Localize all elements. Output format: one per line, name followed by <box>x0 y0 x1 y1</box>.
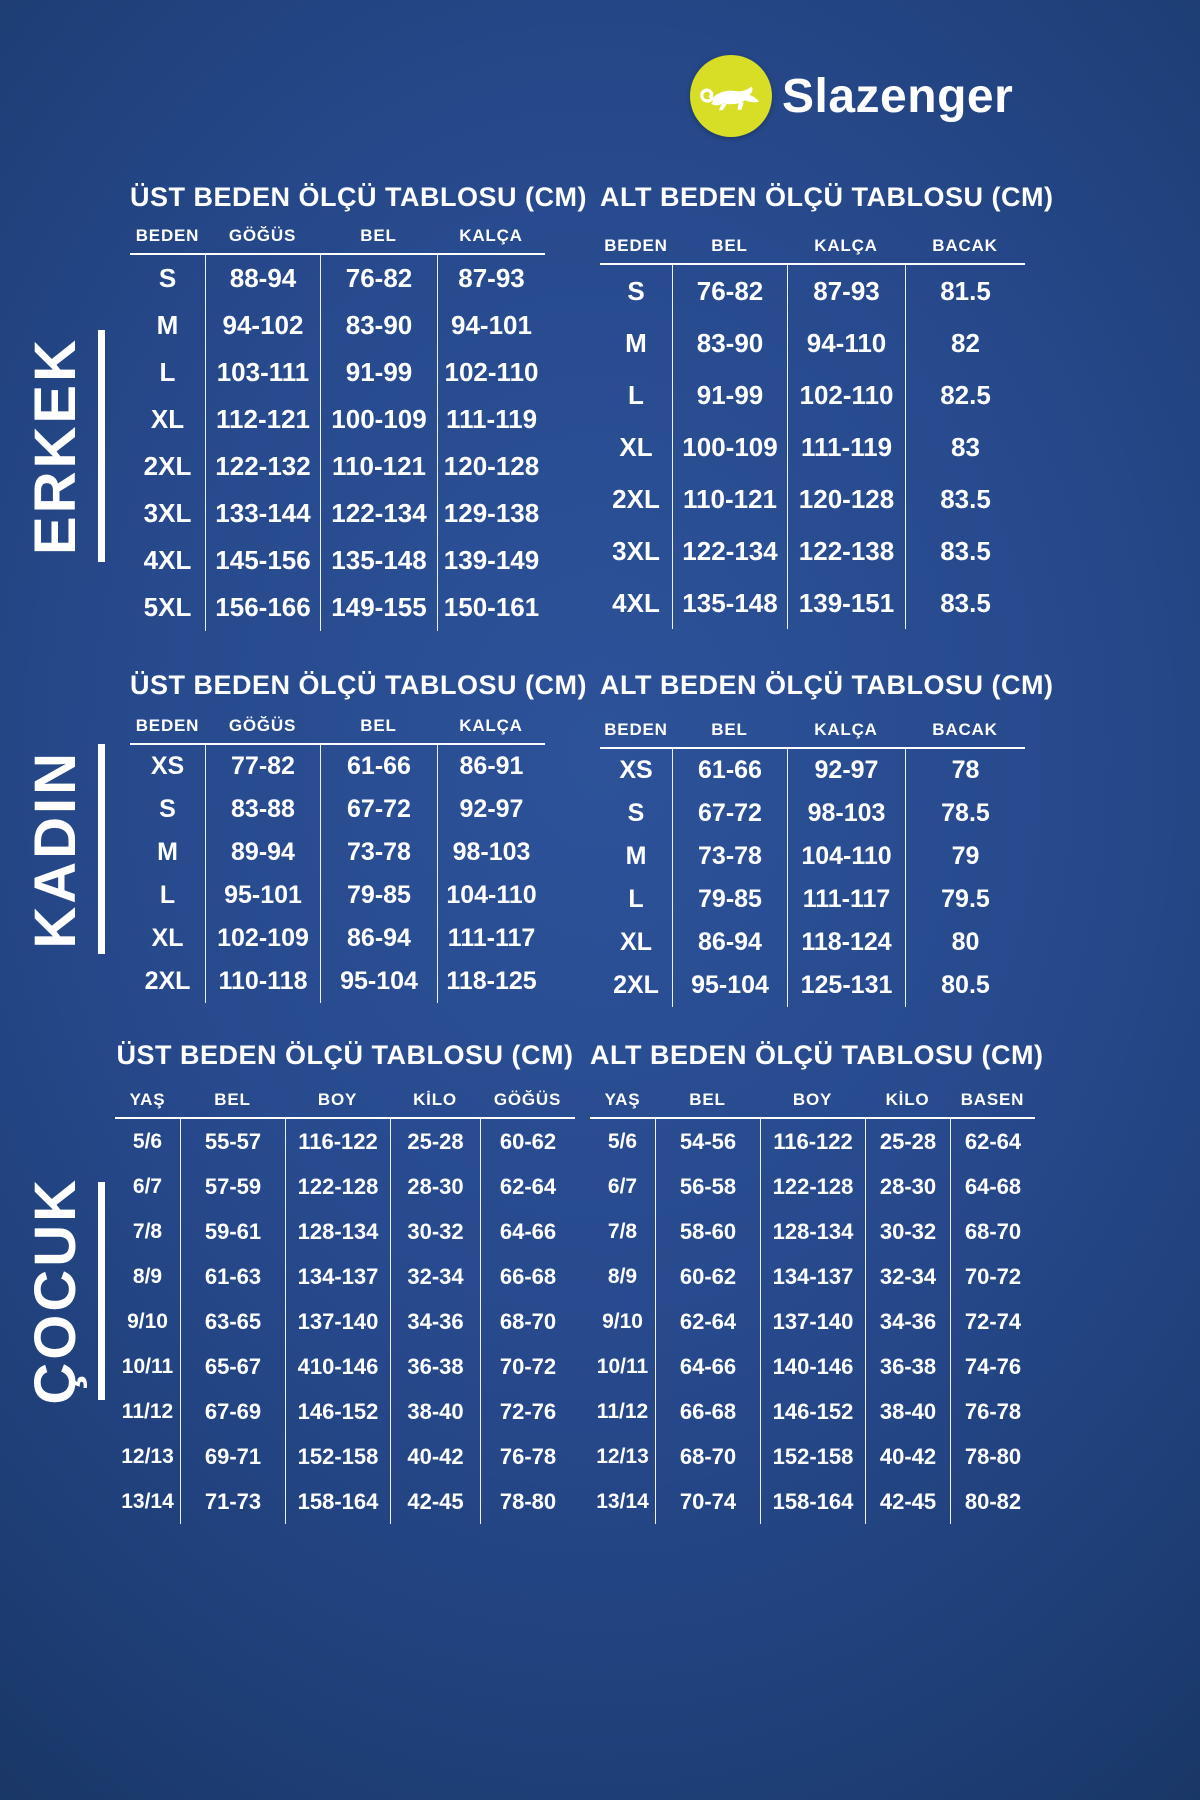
table-cell: 98-103 <box>437 831 545 874</box>
table-cell: 30-32 <box>390 1209 480 1254</box>
table-cell: 60-62 <box>480 1119 575 1164</box>
column-header: BEL <box>711 720 748 739</box>
table-cell: 139-151 <box>787 577 905 629</box>
table-cell: 76-78 <box>480 1434 575 1479</box>
table-cell: 94-102 <box>205 302 320 349</box>
row-label: 5XL <box>143 592 192 622</box>
row-label: 12/13 <box>596 1444 649 1468</box>
table-cell: 70-72 <box>480 1344 575 1389</box>
table-cell: 410-146 <box>285 1344 390 1389</box>
table-cell: 135-148 <box>320 537 437 584</box>
table-cell: 137-140 <box>760 1299 865 1344</box>
table-cell: 32-34 <box>865 1254 950 1299</box>
table-cell: 134-137 <box>285 1254 390 1299</box>
table-cell: 122-128 <box>760 1164 865 1209</box>
table-cell: 92-97 <box>787 749 905 792</box>
section-divider-erkek <box>98 330 105 562</box>
table-cell: 76-78 <box>950 1389 1035 1434</box>
column-header: KİLO <box>413 1090 457 1109</box>
brand-logo <box>690 55 1013 137</box>
table-cell: 25-28 <box>865 1119 950 1164</box>
table-cell: 87-93 <box>787 265 905 317</box>
table-cell: 91-99 <box>672 369 787 421</box>
table-cell: 28-30 <box>865 1164 950 1209</box>
table-cell: 149-155 <box>320 584 437 631</box>
table-cell: 32-34 <box>390 1254 480 1299</box>
table-title: ALT BEDEN ÖLÇÜ TABLOSU (CM) <box>600 670 1054 700</box>
column-header: BEL <box>214 1090 251 1109</box>
row-label: 6/7 <box>607 1174 638 1198</box>
column-header: KALÇA <box>459 716 523 735</box>
row-label: L <box>628 379 644 410</box>
table-cell: 76-82 <box>672 265 787 317</box>
table-cell: 79 <box>905 835 1025 878</box>
table-cell: 62-64 <box>480 1164 575 1209</box>
table-cell: 83-88 <box>205 788 320 831</box>
table-cell: 55-57 <box>180 1119 285 1164</box>
table-cell: 88-94 <box>205 255 320 302</box>
table-cell: 76-82 <box>320 255 437 302</box>
row-label: 9/10 <box>602 1309 643 1333</box>
table-cell: 59-61 <box>180 1209 285 1254</box>
table-cell: 65-67 <box>180 1344 285 1389</box>
table-cell: 73-78 <box>672 835 787 878</box>
table-cell: 87-93 <box>437 255 545 302</box>
table-cell: 122-134 <box>672 525 787 577</box>
table-title: ALT BEDEN ÖLÇÜ TABLOSU (CM) <box>590 1040 1044 1070</box>
table-cell: 40-42 <box>865 1434 950 1479</box>
table-header-row <box>600 232 1025 265</box>
table-cell: 78-80 <box>480 1479 575 1524</box>
table-erkek-ust <box>130 180 587 631</box>
table-cell: 40-42 <box>390 1434 480 1479</box>
table-cell: 79-85 <box>320 874 437 917</box>
table-cell: 30-32 <box>865 1209 950 1254</box>
row-label: S <box>158 263 177 293</box>
table-cell: 86-94 <box>672 921 787 964</box>
table-header-row <box>115 1086 575 1119</box>
panther-icon <box>690 55 772 137</box>
column-header: BACAK <box>932 720 998 739</box>
row-label: 10/11 <box>121 1354 174 1378</box>
row-label: L <box>159 357 176 387</box>
table-body <box>590 1119 1035 1524</box>
table-cell: 111-119 <box>787 421 905 473</box>
row-label: S <box>627 275 645 306</box>
section-label-cocuk: ÇOCUK <box>23 1177 88 1405</box>
table-cell: 68-70 <box>950 1209 1035 1254</box>
table-cell: 92-97 <box>437 788 545 831</box>
table-cell: 111-117 <box>437 917 545 960</box>
section-divider-kadin <box>98 744 105 954</box>
table-cell: 34-36 <box>865 1299 950 1344</box>
column-header: GÖĞÜS <box>228 226 297 245</box>
table-cell: 137-140 <box>285 1299 390 1344</box>
table-cell: 95-104 <box>672 964 787 1007</box>
table-cell: 139-149 <box>437 537 545 584</box>
table-cell: 36-38 <box>865 1344 950 1389</box>
row-label: 5/6 <box>132 1129 163 1153</box>
table-cell: 72-74 <box>950 1299 1035 1344</box>
row-label: 8/9 <box>132 1264 163 1288</box>
row-label: M <box>625 327 647 358</box>
row-label: XL <box>619 431 653 462</box>
table-cell: 64-68 <box>950 1164 1035 1209</box>
table-header-row <box>130 222 545 255</box>
column-header: BOY <box>317 1090 358 1109</box>
row-label: M <box>625 842 647 870</box>
row-label: 3XL <box>143 498 192 528</box>
table-cell: 146-152 <box>760 1389 865 1434</box>
column-header: BEL <box>360 716 397 735</box>
row-label: 4XL <box>143 545 192 575</box>
table-body <box>600 749 1025 1007</box>
table-header-row <box>590 1086 1035 1119</box>
table-cell: 66-68 <box>655 1389 760 1434</box>
table-cell: 94-110 <box>787 317 905 369</box>
column-header: GÖĞÜS <box>493 1090 562 1109</box>
column-header: BEDEN <box>135 226 200 245</box>
table-cell: 61-66 <box>320 745 437 788</box>
table-cell: 140-146 <box>760 1344 865 1389</box>
table-cell: 128-134 <box>285 1209 390 1254</box>
row-label: 11/12 <box>121 1399 174 1423</box>
table-cell: 38-40 <box>865 1389 950 1434</box>
row-label: L <box>628 885 644 913</box>
table-cell: 102-110 <box>437 349 545 396</box>
row-label: M <box>156 310 179 340</box>
table-cell: 42-45 <box>390 1479 480 1524</box>
row-label: 2XL <box>612 483 660 514</box>
table-cell: 36-38 <box>390 1344 480 1389</box>
table-cell: 68-70 <box>655 1434 760 1479</box>
table-cell: 116-122 <box>285 1119 390 1164</box>
row-label: S <box>159 795 176 823</box>
table-cell: 74-76 <box>950 1344 1035 1389</box>
table-cell: 134-137 <box>760 1254 865 1299</box>
column-header: BEDEN <box>135 716 200 735</box>
row-label: 9/10 <box>127 1309 168 1333</box>
table-cell: 80-82 <box>950 1479 1035 1524</box>
row-label: 13/14 <box>121 1489 174 1513</box>
table-body <box>130 255 545 631</box>
table-cell: 83-90 <box>320 302 437 349</box>
row-label: 2XL <box>143 451 192 481</box>
table-cell: 71-73 <box>180 1479 285 1524</box>
table-cell: 78-80 <box>950 1434 1035 1479</box>
column-header: BOY <box>792 1090 833 1109</box>
table-cell: 63-65 <box>180 1299 285 1344</box>
column-header: KİLO <box>885 1090 930 1109</box>
table-cell: 110-118 <box>205 960 320 1003</box>
column-header: BEDEN <box>604 720 668 739</box>
row-label: 12/13 <box>121 1444 174 1468</box>
table-cell: 69-71 <box>180 1434 285 1479</box>
row-label: 7/8 <box>607 1219 638 1243</box>
table-cell: 80 <box>905 921 1025 964</box>
row-label: 10/11 <box>596 1354 649 1378</box>
column-header: BEL <box>689 1090 726 1109</box>
table-cell: 111-119 <box>437 396 545 443</box>
row-label: 8/9 <box>607 1264 638 1288</box>
table-cell: 81.5 <box>905 265 1025 317</box>
table-cell: 158-164 <box>760 1479 865 1524</box>
table-cell: 116-122 <box>760 1119 865 1164</box>
table-cell: 61-63 <box>180 1254 285 1299</box>
section-label-erkek: ERKEK <box>23 336 88 556</box>
table-cell: 67-69 <box>180 1389 285 1434</box>
table-cell: 133-144 <box>205 490 320 537</box>
table-cell: 100-109 <box>672 421 787 473</box>
column-header: BASEN <box>960 1090 1025 1109</box>
table-cell: 110-121 <box>320 443 437 490</box>
table-cell: 62-64 <box>950 1119 1035 1164</box>
row-label: 13/14 <box>596 1489 649 1513</box>
table-cell: 98-103 <box>787 792 905 835</box>
table-cell: 64-66 <box>655 1344 760 1389</box>
brand-name: Slazenger <box>782 69 1014 123</box>
row-label: 3XL <box>612 535 660 566</box>
table-cell: 118-125 <box>437 960 545 1003</box>
table-body <box>600 265 1025 629</box>
table-cell: 146-152 <box>285 1389 390 1434</box>
table-cell: 79-85 <box>672 878 787 921</box>
table-cell: 38-40 <box>390 1389 480 1434</box>
table-cell: 58-60 <box>655 1209 760 1254</box>
column-header: YAŞ <box>129 1090 166 1109</box>
table-cell: 110-121 <box>672 473 787 525</box>
table-cell: 152-158 <box>285 1434 390 1479</box>
table-cell: 86-91 <box>437 745 545 788</box>
column-header: YAŞ <box>604 1090 641 1109</box>
table-cell: 122-134 <box>320 490 437 537</box>
table-kadin-ust <box>130 668 587 1003</box>
table-cell: 42-45 <box>865 1479 950 1524</box>
table-cell: 102-110 <box>787 369 905 421</box>
table-cell: 95-101 <box>205 874 320 917</box>
table-cell: 78 <box>905 749 1025 792</box>
row-label: 6/7 <box>132 1174 163 1198</box>
table-cell: 68-70 <box>480 1299 575 1344</box>
table-body <box>115 1119 575 1524</box>
table-cell: 104-110 <box>437 874 545 917</box>
table-cell: 89-94 <box>205 831 320 874</box>
table-body <box>130 745 545 1003</box>
row-label: XS <box>619 756 653 784</box>
table-cell: 152-158 <box>760 1434 865 1479</box>
table-cell: 103-111 <box>205 349 320 396</box>
section-label-kadin: KADIN <box>23 749 88 949</box>
table-cell: 100-109 <box>320 396 437 443</box>
table-cell: 86-94 <box>320 917 437 960</box>
table-cell: 77-82 <box>205 745 320 788</box>
row-label: 7/8 <box>132 1219 163 1243</box>
column-header: BACAK <box>932 236 998 255</box>
column-header: BEDEN <box>604 236 668 255</box>
table-cell: 62-64 <box>655 1299 760 1344</box>
row-label: 2XL <box>613 971 659 999</box>
row-label: XS <box>150 752 185 780</box>
table-cell: 73-78 <box>320 831 437 874</box>
column-header: GÖĞÜS <box>228 716 297 735</box>
column-header: BEL <box>711 236 748 255</box>
table-cell: 112-121 <box>205 396 320 443</box>
table-cell: 83.5 <box>905 525 1025 577</box>
table-title: ÜST BEDEN ÖLÇÜ TABLOSU (CM) <box>130 182 587 212</box>
table-cell: 83-90 <box>672 317 787 369</box>
table-cell: 122-132 <box>205 443 320 490</box>
table-cell: 28-30 <box>390 1164 480 1209</box>
table-cell: 83.5 <box>905 577 1025 629</box>
table-cell: 94-101 <box>437 302 545 349</box>
row-label: S <box>627 799 645 827</box>
column-header: KALÇA <box>459 226 523 245</box>
row-label: XL <box>151 924 184 952</box>
row-label: L <box>159 881 176 909</box>
table-cocuk-ust <box>115 1038 575 1524</box>
table-cell: 158-164 <box>285 1479 390 1524</box>
table-cell: 129-138 <box>437 490 545 537</box>
table-cell: 70-74 <box>655 1479 760 1524</box>
row-label: M <box>157 838 178 866</box>
column-header: BEL <box>360 226 397 245</box>
table-erkek-alt <box>600 180 1054 629</box>
column-header: KALÇA <box>814 236 878 255</box>
table-cell: 67-72 <box>672 792 787 835</box>
table-cell: 34-36 <box>390 1299 480 1344</box>
section-divider-cocuk <box>98 1182 105 1400</box>
table-header-row <box>600 716 1025 749</box>
table-cell: 120-128 <box>437 443 545 490</box>
table-cell: 128-134 <box>760 1209 865 1254</box>
table-cell: 56-58 <box>655 1164 760 1209</box>
table-cell: 122-128 <box>285 1164 390 1209</box>
table-cell: 83 <box>905 421 1025 473</box>
column-header: KALÇA <box>814 720 878 739</box>
table-cell: 67-72 <box>320 788 437 831</box>
table-cell: 60-62 <box>655 1254 760 1299</box>
table-cell: 25-28 <box>390 1119 480 1164</box>
table-cell: 82.5 <box>905 369 1025 421</box>
table-cell: 150-161 <box>437 584 545 631</box>
row-label: 5/6 <box>607 1129 638 1153</box>
table-title: ÜST BEDEN ÖLÇÜ TABLOSU (CM) <box>130 670 587 700</box>
table-cell: 78.5 <box>905 792 1025 835</box>
table-cell: 64-66 <box>480 1209 575 1254</box>
table-cell: 135-148 <box>672 577 787 629</box>
row-label: 4XL <box>612 587 660 618</box>
table-cell: 80.5 <box>905 964 1025 1007</box>
table-cell: 83.5 <box>905 473 1025 525</box>
table-cell: 104-110 <box>787 835 905 878</box>
table-title: ÜST BEDEN ÖLÇÜ TABLOSU (CM) <box>116 1040 574 1070</box>
table-cell: 125-131 <box>787 964 905 1007</box>
row-label: XL <box>620 928 652 956</box>
table-cell: 82 <box>905 317 1025 369</box>
row-label: XL <box>150 404 185 434</box>
table-cell: 91-99 <box>320 349 437 396</box>
table-cell: 145-156 <box>205 537 320 584</box>
table-cell: 120-128 <box>787 473 905 525</box>
table-cell: 61-66 <box>672 749 787 792</box>
table-cell: 95-104 <box>320 960 437 1003</box>
table-cocuk-alt <box>590 1038 1044 1524</box>
table-cell: 102-109 <box>205 917 320 960</box>
table-cell: 72-76 <box>480 1389 575 1434</box>
table-cell: 66-68 <box>480 1254 575 1299</box>
table-cell: 156-166 <box>205 584 320 631</box>
table-cell: 118-124 <box>787 921 905 964</box>
table-cell: 122-138 <box>787 525 905 577</box>
row-label: 2XL <box>144 967 191 995</box>
table-cell: 111-117 <box>787 878 905 921</box>
row-label: 11/12 <box>596 1399 649 1423</box>
table-kadin-alt <box>600 668 1054 1007</box>
table-header-row <box>130 712 545 745</box>
table-cell: 57-59 <box>180 1164 285 1209</box>
table-cell: 54-56 <box>655 1119 760 1164</box>
table-cell: 79.5 <box>905 878 1025 921</box>
table-cell: 70-72 <box>950 1254 1035 1299</box>
table-title: ALT BEDEN ÖLÇÜ TABLOSU (CM) <box>600 182 1054 212</box>
